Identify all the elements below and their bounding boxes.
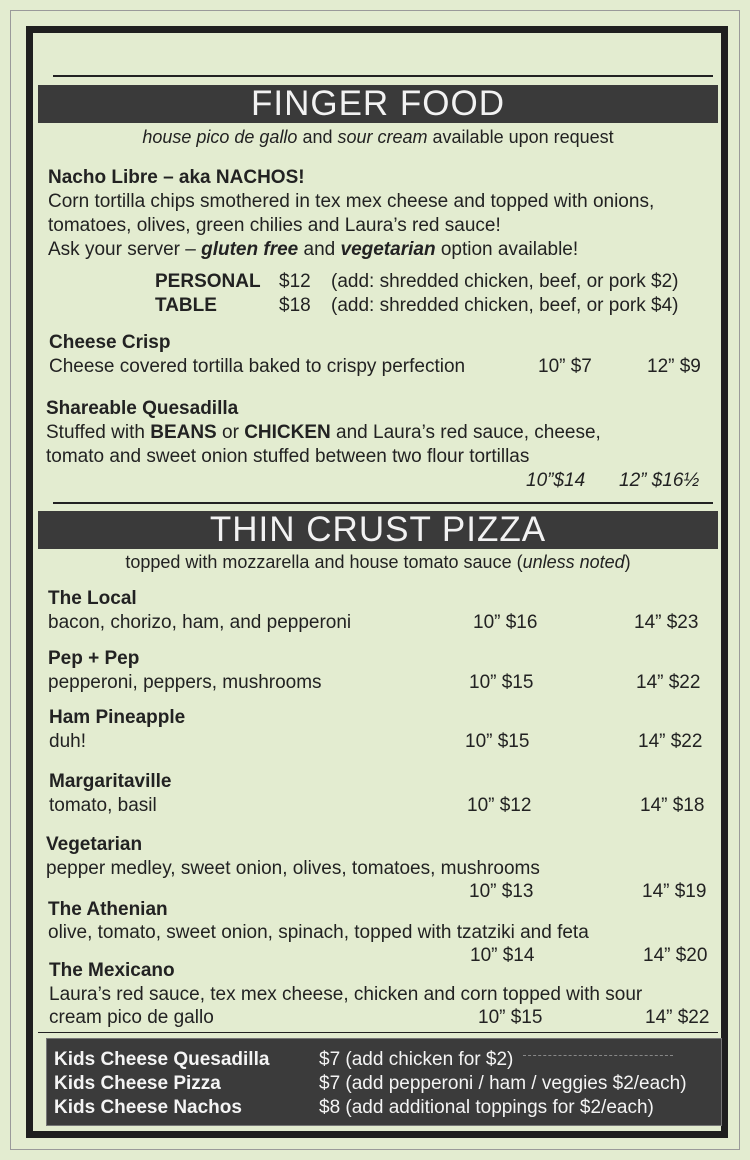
pizza-item-desc: olive, tomato, sweet onion, spinach, topped with tzatziki and feta — [48, 922, 589, 943]
watermark-line — [523, 1055, 673, 1056]
pizza-item-name: The Athenian — [48, 899, 168, 920]
finger-food-subtitle: house pico de gallo and sour cream available upon request — [142, 127, 614, 147]
pizza-item-price-large: 14” $22 — [636, 672, 701, 693]
pizza-item-price-large: 14” $19 — [642, 881, 707, 902]
pizza-item-name: The Mexicano — [49, 960, 175, 981]
kids-item-name: Kids Cheese Quesadilla — [54, 1049, 270, 1070]
kids-item-name: Kids Cheese Nachos — [54, 1097, 242, 1118]
section-divider — [53, 502, 713, 504]
pizza-item-name: The Local — [48, 588, 137, 609]
pizza-item-name: Pep + Pep — [48, 648, 140, 669]
pizza-item-price-large: 14” $18 — [640, 795, 705, 816]
quesadilla-price-small: 10”$14 — [526, 470, 586, 491]
pizza-item-desc: bacon, chorizo, ham, and pepperoni — [48, 612, 352, 633]
pizza-item-desc: pepper medley, sweet onion, olives, tomatoes, mushrooms — [46, 858, 540, 879]
pizza-item-desc: tomato, basil — [49, 795, 157, 816]
pizza-item-price-small: 10” $15 — [469, 672, 534, 693]
pizza-subtitle: topped with mozzarella and house tomato sauce (unless noted) — [125, 552, 631, 572]
quesadilla-desc-line2: tomato and sweet onion stuffed between two flour tortillas — [46, 446, 530, 467]
pizza-item-desc: Laura’s red sauce, tex mex cheese, chicken and corn topped with sour — [49, 984, 643, 1005]
pizza-item-price-large: 14” $20 — [643, 945, 708, 966]
cheese-crisp-price-large: 12” $9 — [647, 356, 701, 377]
nachos-size-label: PERSONAL — [155, 271, 261, 292]
section-divider — [53, 75, 713, 77]
pizza-item-name: Margaritaville — [49, 771, 172, 792]
pizza-item-price-large: 14” $22 — [645, 1007, 710, 1028]
pizza-item-desc-line2: cream pico de gallo — [49, 1007, 214, 1028]
finger-food-header: FINGER FOOD — [38, 85, 718, 123]
menu-page — [10, 10, 740, 1150]
cheese-crisp-desc: Cheese covered tortilla baked to crispy perfection — [49, 356, 466, 377]
pizza-item-desc: duh! — [49, 731, 86, 752]
nachos-size-note: (add: shredded chicken, beef, or pork $2) — [331, 271, 679, 292]
pizza-item-price-small: 10” $16 — [473, 612, 538, 633]
nachos-size-note: (add: shredded chicken, beef, or pork $4) — [331, 295, 679, 316]
pizza-item-price-small: 10” $13 — [469, 881, 534, 902]
cheese-crisp-title: Cheese Crisp — [49, 332, 171, 353]
quesadilla-price-large: 12” $16½ — [619, 470, 700, 491]
nachos-desc-line2: tomatoes, olives, green chilies and Laura’s red sauce! — [48, 215, 501, 236]
kids-menu-box — [46, 1038, 722, 1126]
quesadilla-title: Shareable Quesadilla — [46, 398, 239, 419]
cheese-crisp-price-small: 10” $7 — [538, 356, 592, 377]
pizza-item-name: Vegetarian — [46, 834, 143, 855]
kids-item-name: Kids Cheese Pizza — [54, 1073, 221, 1094]
nachos-desc-line3: Ask your server – gluten free and vegetarian option available! — [48, 239, 579, 260]
nachos-size-price: $18 — [279, 295, 311, 316]
kids-divider — [38, 1032, 718, 1033]
nachos-desc-line1: Corn tortilla chips smothered in tex mex cheese and topped with onions, — [48, 191, 655, 212]
pizza-item-price-small: 10” $15 — [478, 1007, 543, 1028]
pizza-item-name: Ham Pineapple — [49, 707, 186, 728]
pizza-item-price-small: 10” $12 — [467, 795, 532, 816]
nachos-size-label: TABLE — [155, 295, 217, 316]
kids-item-price: $7 (add pepperoni / ham / veggies $2/each) — [319, 1073, 687, 1094]
kids-item-price: $7 (add chicken for $2) — [319, 1049, 514, 1070]
pizza-item-price-small: 10” $15 — [465, 731, 530, 752]
pizza-item-price-small: 10” $14 — [470, 945, 535, 966]
quesadilla-desc-line1: Stuffed with BEANS or CHICKEN and Laura’s red sauce, cheese, — [46, 422, 601, 443]
pizza-item-desc: pepperoni, peppers, mushrooms — [48, 672, 322, 693]
pizza-item-price-large: 14” $22 — [638, 731, 703, 752]
kids-item-price: $8 (add additional toppings for $2/each) — [319, 1097, 654, 1118]
nachos-title: Nacho Libre – aka NACHOS! — [48, 167, 305, 188]
menu-frame — [26, 26, 728, 1138]
nachos-size-price: $12 — [279, 271, 311, 292]
pizza-header: THIN CRUST PIZZA — [38, 511, 718, 549]
pizza-item-price-large: 14” $23 — [634, 612, 699, 633]
